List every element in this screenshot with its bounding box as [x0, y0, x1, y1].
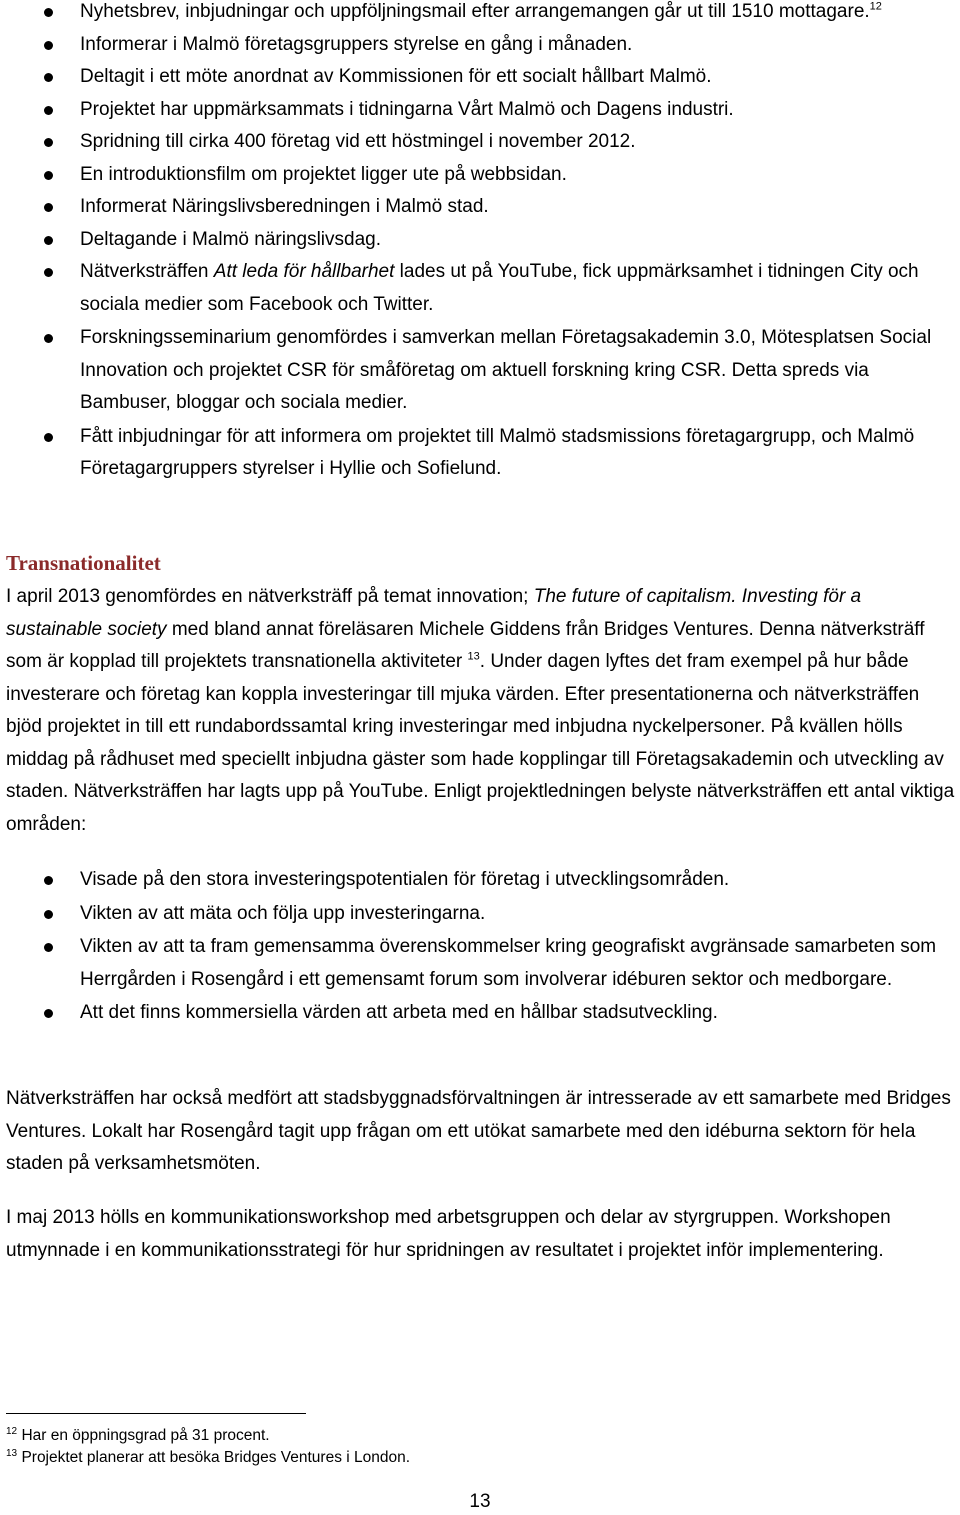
- list-item: Nätverksträffen Att leda för hållbarhet lades ut på YouTube, fick uppmärksamhet i tidningen City och sociala medier som Facebook och Twitter.: [0, 256, 960, 321]
- list-item: Visade på den stora investeringspotentialen för företag i utvecklingsområden.: [0, 864, 960, 897]
- body-paragraph: I maj 2013 hölls en kommunikationsworkshop med arbetsgruppen och delar av styrgruppen. Workshopen utmynnade i en kommunikationsstrategi för hur spridningen av resultatet i projektet inför implementering.: [6, 1207, 891, 1261]
- dissemination-list: [0, 0, 960, 486]
- footnote-ref-12[interactable]: 12: [869, 0, 882, 13]
- body-paragraph: I april 2013 genomfördes en nätverksträff på temat innovation; The future of capitalism. Investing för a sustainable society med bland annat föreläsaren Michele Giddens från Bridges Ventures. Denna nätverksträff som är kopplad till projektets transnationella aktiviteter $^{13}$. Under dagen lyftes det fram exempel på hur både investerare och företag kan koppla investeringar till mjuka värden. Efter presentationerna och nätverksträffen bjöd projektet in till ett rundabordssamtal kring investeringar med inbjudna nyckelpersoner. På kvällen hölls middag på rådhuset med speciellt inbjudna gäster som hade kopplingar till Företagsakademin och utveckling av staden. Nätverksträffen har lagts upp på YouTube. Enligt projektledningen belyste nätverksträffen ett antal viktiga områden:: [6, 586, 955, 835]
- list-item: Fått inbjudningar för att informera om projektet till Malmö stadsmissions företagargrupp, och Malmö Företagargruppers styrelser i Hyllie och Sofielund.: [0, 421, 960, 486]
- list-item: Informerat Näringslivsberedningen i Malmö stad.: [0, 191, 960, 224]
- list-item: Vikten av att mäta och följa upp investeringarna.: [0, 898, 960, 931]
- list-item: Vikten av att ta fram gemensamma överenskommelser kring geografiskt avgränsade samarbeten som Herrgården i Rosengård i ett gemensamt forum som involverar idéburen sektor och medborgare.: [0, 931, 960, 996]
- list-item: Deltagande i Malmö näringslivsdag.: [0, 224, 960, 257]
- list-item: Deltagit i ett möte anordnat av Kommissionen för ett socialt hållbart Malmö.: [0, 61, 960, 94]
- footnote-separator: [6, 1413, 306, 1414]
- section-heading-transnationalitet: Transnationalitet: [6, 551, 161, 575]
- footnote-13: $^{13}$ Projektet planerar att besöka Bridges Ventures i London.: [6, 1447, 411, 1466]
- body-paragraph: Nätverksträffen har också medfört att stadsbyggnadsförvaltningen är intresserade av ett samarbete med Bridges Ventures. Lokalt har Rosengård tagit upp frågan om ett utökat samarbete med den idéburna sektorn för hela staden på verksamhetsmöten.: [6, 1088, 951, 1174]
- list-item: Spridning till cirka 400 företag vid ett höstmingel i november 2012.: [0, 126, 960, 159]
- list-item: Forskningsseminarium genomfördes i samverkan mellan Företagsakademin 3.0, Mötesplatsen Social Innovation och projektet CSR för småföretag om aktuell forskning kring CSR. Detta spreds via Bambuser, bloggar och sociala medier.: [0, 322, 960, 420]
- list-item: Informerar i Malmö företagsgruppers styrelse en gång i månaden.: [0, 29, 960, 62]
- list-item: Projektet har uppmärksammats i tidningarna Vårt Malmö och Dagens industri.: [0, 94, 960, 127]
- footnote-12: $^{12}$ Har en öppningsgrad på 31 procent.: [6, 1425, 270, 1444]
- list-item: En introduktionsfilm om projektet ligger ute på webbsidan.: [0, 159, 960, 192]
- list-item: Nyhetsbrev, inbjudningar och uppföljningsmail efter arrangemangen går ut till 1510 mottagare.$^{12}$: [0, 0, 960, 29]
- list-item: Att det finns kommersiella värden att arbeta med en hållbar stadsutveckling.: [0, 997, 960, 1030]
- key-areas-list: [0, 864, 960, 1031]
- footnote-ref-13[interactable]: 13: [467, 650, 480, 663]
- page-number: 13: [469, 1491, 491, 1512]
